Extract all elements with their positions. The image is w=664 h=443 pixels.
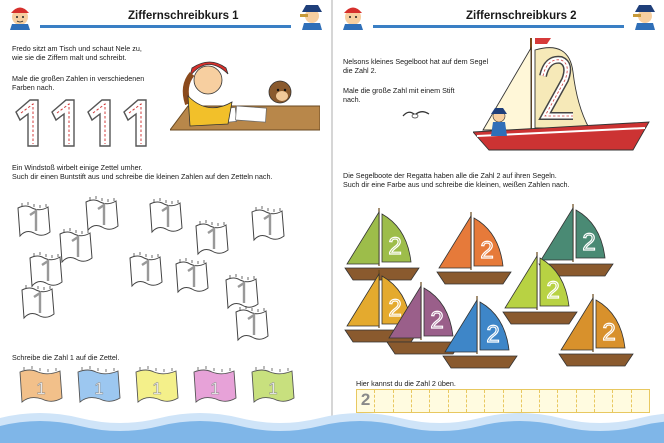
seagull-icon	[401, 108, 431, 122]
big-digit-tracing-row	[12, 96, 172, 150]
note-digit: 1	[36, 379, 46, 398]
bottom-waves	[0, 400, 664, 443]
page-title: Ziffernschreibkurs 1	[128, 10, 239, 22]
note-12	[236, 306, 268, 340]
note-digit: 1	[210, 379, 220, 398]
intro-text-line2: die Zahl 2.	[343, 66, 377, 75]
color-note[interactable]	[252, 366, 294, 402]
note-5	[60, 228, 92, 262]
big-digit-outline	[16, 100, 38, 146]
sail-digit: 2	[480, 237, 494, 264]
regatta-boat[interactable]	[437, 212, 511, 284]
intro-text-line1: Fredo sitzt am Tisch und schaut Nele zu,	[12, 44, 142, 53]
wind-text-line2: Such dir einen Buntstift aus und schreibe die kleinen Zahlen auf den Zetteln nach.	[12, 172, 273, 181]
pirate-boy-mascot-icon	[296, 0, 326, 30]
task-text-line1: Male die große Zahl mit einem Stift	[343, 86, 455, 95]
regatta-text-line1: Die Segelboote der Regatta haben alle die Zahl 2 auf ihren Segeln.	[343, 171, 557, 180]
regatta-boat[interactable]	[345, 208, 419, 280]
sailboat-illustration	[473, 36, 653, 154]
practice-label: Hier kannst du die Zahl 2 üben.	[356, 379, 456, 388]
right-header	[333, 0, 664, 33]
color-note[interactable]	[136, 366, 178, 402]
color-note[interactable]	[194, 366, 236, 402]
pirate-girl-mascot-icon	[339, 0, 367, 30]
sail-digit: 2	[486, 321, 500, 348]
header-rule	[373, 25, 624, 28]
note-digit: 1	[94, 379, 104, 398]
left-header	[0, 0, 331, 33]
note-4	[252, 206, 284, 240]
note-7	[30, 252, 62, 286]
pirate-girl-mascot-icon	[6, 0, 34, 30]
sail-digit: 2	[388, 233, 402, 260]
note-6	[196, 220, 228, 254]
right-page	[333, 0, 664, 443]
scattered-notes-area	[0, 190, 331, 350]
bottom-task-text: Schreibe die Zahl 1 auf die Zettel.	[12, 353, 120, 362]
task-text-line2: Farben nach.	[12, 83, 55, 92]
left-page	[0, 0, 331, 443]
note-3	[150, 198, 182, 232]
regatta-boat[interactable]	[503, 252, 577, 324]
color-note[interactable]	[78, 366, 120, 402]
header-rule	[40, 25, 291, 28]
sail-digit: 2	[582, 229, 596, 256]
note-8	[130, 252, 162, 286]
sail-digit: 2	[602, 319, 616, 346]
task-text-line2: nach.	[343, 95, 361, 104]
note-1	[18, 202, 50, 236]
note-digit: 1	[268, 379, 278, 398]
sail-digit: 2	[430, 307, 444, 334]
regatta-text-line2: Such dir eine Farbe aus und schreibe die kleinen, weißen Zahlen nach.	[343, 180, 570, 189]
regatta-boat[interactable]	[559, 294, 633, 366]
color-note[interactable]	[20, 366, 62, 402]
page-title: Ziffernschreibkurs 2	[466, 10, 577, 22]
task-text-line1: Male die großen Zahlen in verschiedenen	[12, 74, 145, 83]
note-digit: 1	[152, 379, 162, 398]
intro-text-line1: Nelsons kleines Segelboot hat auf dem Segel	[343, 57, 489, 66]
note-9	[176, 258, 208, 292]
note-2	[86, 196, 118, 230]
note-11	[226, 274, 258, 308]
practice-sample-digit: 2	[357, 390, 375, 412]
wind-text-line1: Ein Windstoß wirbelt einige Zettel umher.	[12, 163, 143, 172]
note-10	[22, 284, 54, 318]
sail-digit: 2	[546, 277, 560, 304]
regatta-boats[interactable]	[333, 190, 664, 375]
pirate-boy-mascot-icon	[629, 0, 659, 30]
kids-drawing-illustration	[170, 46, 320, 138]
sail-digit: 2	[388, 295, 402, 322]
intro-text-line2: wie sie die Ziffern malt und schreibt.	[12, 53, 127, 62]
